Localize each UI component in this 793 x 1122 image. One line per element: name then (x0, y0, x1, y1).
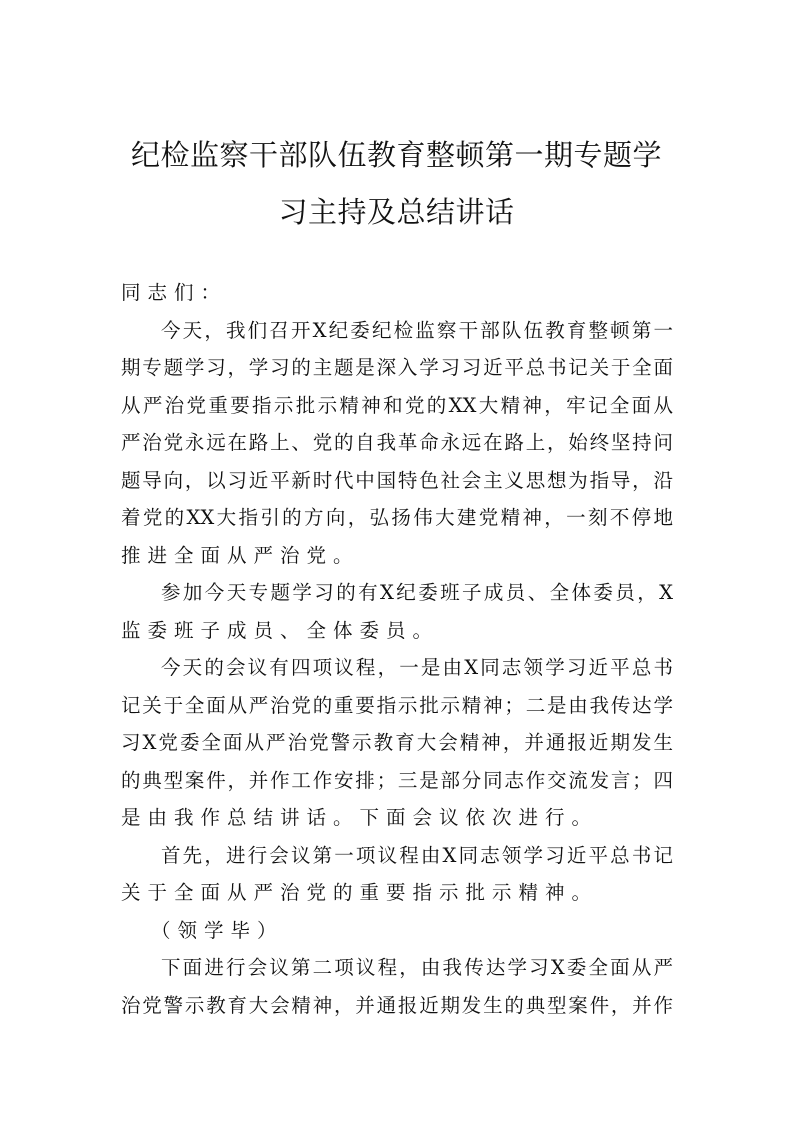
text-line: 的典型案件，并作工作安排；三是部分同志作交流发言；四 (121, 768, 673, 792)
document-body (121, 274, 673, 1024)
salutation: 同志们： (121, 281, 228, 304)
paragraph (121, 312, 673, 575)
paragraph (121, 837, 673, 912)
document-title (110, 127, 683, 241)
text-line: 是由我作总结讲话。下面会议依次进行。 (121, 806, 599, 829)
paragraph (121, 649, 673, 837)
text-line: 推进全面从严治党。 (121, 543, 360, 567)
paragraph (121, 574, 673, 649)
text-line: 记关于全面从严治党的重要指示批示精神；二是由我传达学 (121, 693, 673, 717)
title-line: 习主持及总结讲话 (278, 195, 515, 229)
text-line: 治党警示教育大会精神，并通报近期发生的典型案件，并作 (121, 993, 673, 1017)
text-line: 关于全面从严治党的重要指示批示精神。 (121, 881, 599, 904)
text-line: 着党的XX大指引的方向，弘扬伟大建党精神，一刻不停地 (121, 506, 673, 529)
paragraph (121, 912, 673, 950)
text-line: （领学毕） (151, 918, 284, 942)
title-line: 纪检监察干部队伍教育整顿第一期专题学 (130, 138, 662, 172)
paragraph (121, 949, 673, 1024)
text-line: 下面进行会议第二项议程，由我传达学习X委全面从严 (161, 956, 673, 979)
text-line: 严治党永远在路上、党的自我革命永远在路上，始终坚持问 (121, 431, 673, 454)
text-line: 题导向，以习近平新时代中国特色社会主义思想为指导，沿 (121, 468, 673, 492)
text-line: 从严治党重要指示批示精神和党的XX大精神，牢记全面从 (121, 393, 673, 417)
text-line: 首先，进行会议第一项议程由X同志领学习近平总书记 (161, 843, 673, 867)
text-line: 期专题学习，学习的主题是深入学习习近平总书记关于全面 (121, 356, 673, 379)
text-line: 今天，我们召开X纪委纪检监察干部队伍教育整顿第一 (161, 318, 673, 342)
text-line: 参加今天专题学习的有X纪委班子成员、全体委员，X (161, 581, 673, 604)
text-line: 习X党委全面从严治党警示教育大会精神，并通报近期发生 (121, 731, 673, 754)
text-line: 今天的会议有四项议程，一是由X同志领学习近平总书 (161, 656, 673, 679)
text-line: 监委班子成员、全体委员。 (121, 618, 440, 642)
